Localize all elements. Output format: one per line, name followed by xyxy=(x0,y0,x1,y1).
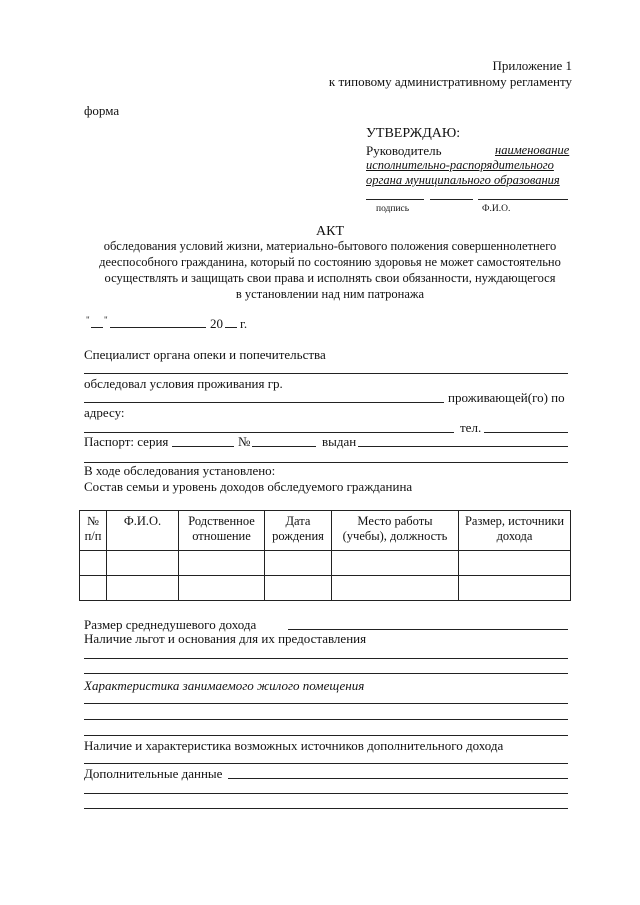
table-cell[interactable] xyxy=(332,551,459,576)
approve-heading: УТВЕРЖДАЮ: xyxy=(366,126,461,141)
act-subtitle-line-4: в установлении над ним патронажа xyxy=(235,287,425,301)
benefits-field[interactable] xyxy=(84,658,568,659)
additional-data-label: Дополнительные данные xyxy=(84,766,223,781)
table-cell[interactable] xyxy=(332,576,459,601)
table-cell[interactable] xyxy=(107,551,179,576)
table-cell[interactable] xyxy=(459,551,571,576)
date-quote-open: " xyxy=(86,315,90,325)
signature-line xyxy=(366,199,424,200)
table-cell[interactable] xyxy=(179,551,265,576)
year-prefix: 20 xyxy=(210,316,223,331)
table-row xyxy=(80,576,571,601)
additional-data-field[interactable] xyxy=(84,808,568,809)
housing-field[interactable] xyxy=(84,703,568,704)
col-income-header: Размер, источники дохода xyxy=(459,511,571,551)
col-birthdate-header: Дата рождения xyxy=(265,511,332,551)
residing-label: проживающей(го) по xyxy=(448,390,565,405)
approver-title: Руководитель xyxy=(366,143,442,158)
fio-line xyxy=(478,199,568,200)
signature-caption: подпись xyxy=(376,204,410,214)
avg-income-field[interactable] xyxy=(288,629,568,630)
table-cell[interactable] xyxy=(265,551,332,576)
org-name-line-1: наименование xyxy=(495,143,570,157)
family-label: Состав семьи и уровень доходов обследуемого гражданина xyxy=(84,479,413,494)
housing-field[interactable] xyxy=(84,719,568,720)
form-label: форма xyxy=(84,103,120,118)
specialist-field[interactable] xyxy=(84,373,568,374)
table-header-row xyxy=(80,511,571,551)
act-title: АКТ xyxy=(316,224,344,239)
appendix-reference: к типовому административному регламенту xyxy=(328,74,572,89)
address-field[interactable] xyxy=(84,432,454,433)
passport-series-field[interactable] xyxy=(172,446,234,447)
col-fio-header: Ф.И.О. xyxy=(107,511,179,551)
additional-data-field[interactable] xyxy=(228,778,568,779)
extra-income-field[interactable] xyxy=(84,763,568,764)
passport-issued-label: выдан xyxy=(322,434,357,449)
act-subtitle-line-3: осуществлять и защищать свои права и исполнять свои обязанности, нуждающегося xyxy=(104,271,556,285)
table-cell[interactable] xyxy=(80,576,107,601)
passport-issued-field[interactable] xyxy=(358,446,568,447)
benefits-label: Наличие льгот и основания для их предоставления xyxy=(84,631,367,646)
phone-field[interactable] xyxy=(484,432,568,433)
month-field[interactable] xyxy=(110,327,206,328)
act-subtitle-line-1: обследования условий жизни, материально-бытового положения совершеннолетнего xyxy=(103,239,557,253)
table-cell[interactable] xyxy=(179,576,265,601)
specialist-label: Специалист органа опеки и попечительства xyxy=(84,347,326,362)
signature-line-gap xyxy=(430,199,473,200)
table-cell[interactable] xyxy=(107,576,179,601)
housing-field[interactable] xyxy=(84,735,568,736)
act-subtitle-line-2: дееспособного гражданина, который по состоянию здоровья не может самостоятельно xyxy=(99,255,561,269)
phone-label: тел. xyxy=(460,420,482,435)
passport-series-label: Паспорт: серия xyxy=(84,434,169,449)
table-cell[interactable] xyxy=(265,576,332,601)
col-number-header: № п/п xyxy=(80,511,107,551)
passport-number-label: № xyxy=(238,434,251,449)
appendix-number: Приложение 1 xyxy=(492,58,572,73)
citizen-name-field[interactable] xyxy=(84,402,444,403)
avg-income-label: Размер среднедушевого дохода xyxy=(84,617,257,632)
passport-number-field[interactable] xyxy=(252,446,316,447)
address-label: адресу: xyxy=(84,405,125,420)
inspected-label: обследовал условия проживания гр. xyxy=(84,376,283,391)
day-field[interactable] xyxy=(91,327,103,328)
col-workplace-header: Место работы (учебы), должность xyxy=(332,511,459,551)
additional-data-field[interactable] xyxy=(84,793,568,794)
col-relation-header: Родственное отношение xyxy=(179,511,265,551)
table-cell[interactable] xyxy=(80,551,107,576)
year-suffix: г. xyxy=(240,316,248,331)
benefits-field[interactable] xyxy=(84,673,568,674)
extra-income-label: Наличие и характеристика возможных источников дополнительного дохода xyxy=(84,738,504,753)
fio-caption: Ф.И.О. xyxy=(482,204,511,214)
date-quote-close: " xyxy=(104,315,108,325)
established-label: В ходе обследования установлено: xyxy=(84,463,276,478)
year-field[interactable] xyxy=(225,327,237,328)
table-row xyxy=(80,551,571,576)
org-name-line-3: органа муниципального образования xyxy=(366,173,560,187)
table-cell[interactable] xyxy=(459,576,571,601)
family-income-table xyxy=(79,510,571,601)
housing-label: Характеристика занимаемого жилого помещения xyxy=(84,678,365,693)
org-name-line-2: исполнительно-распорядительного xyxy=(366,158,554,172)
